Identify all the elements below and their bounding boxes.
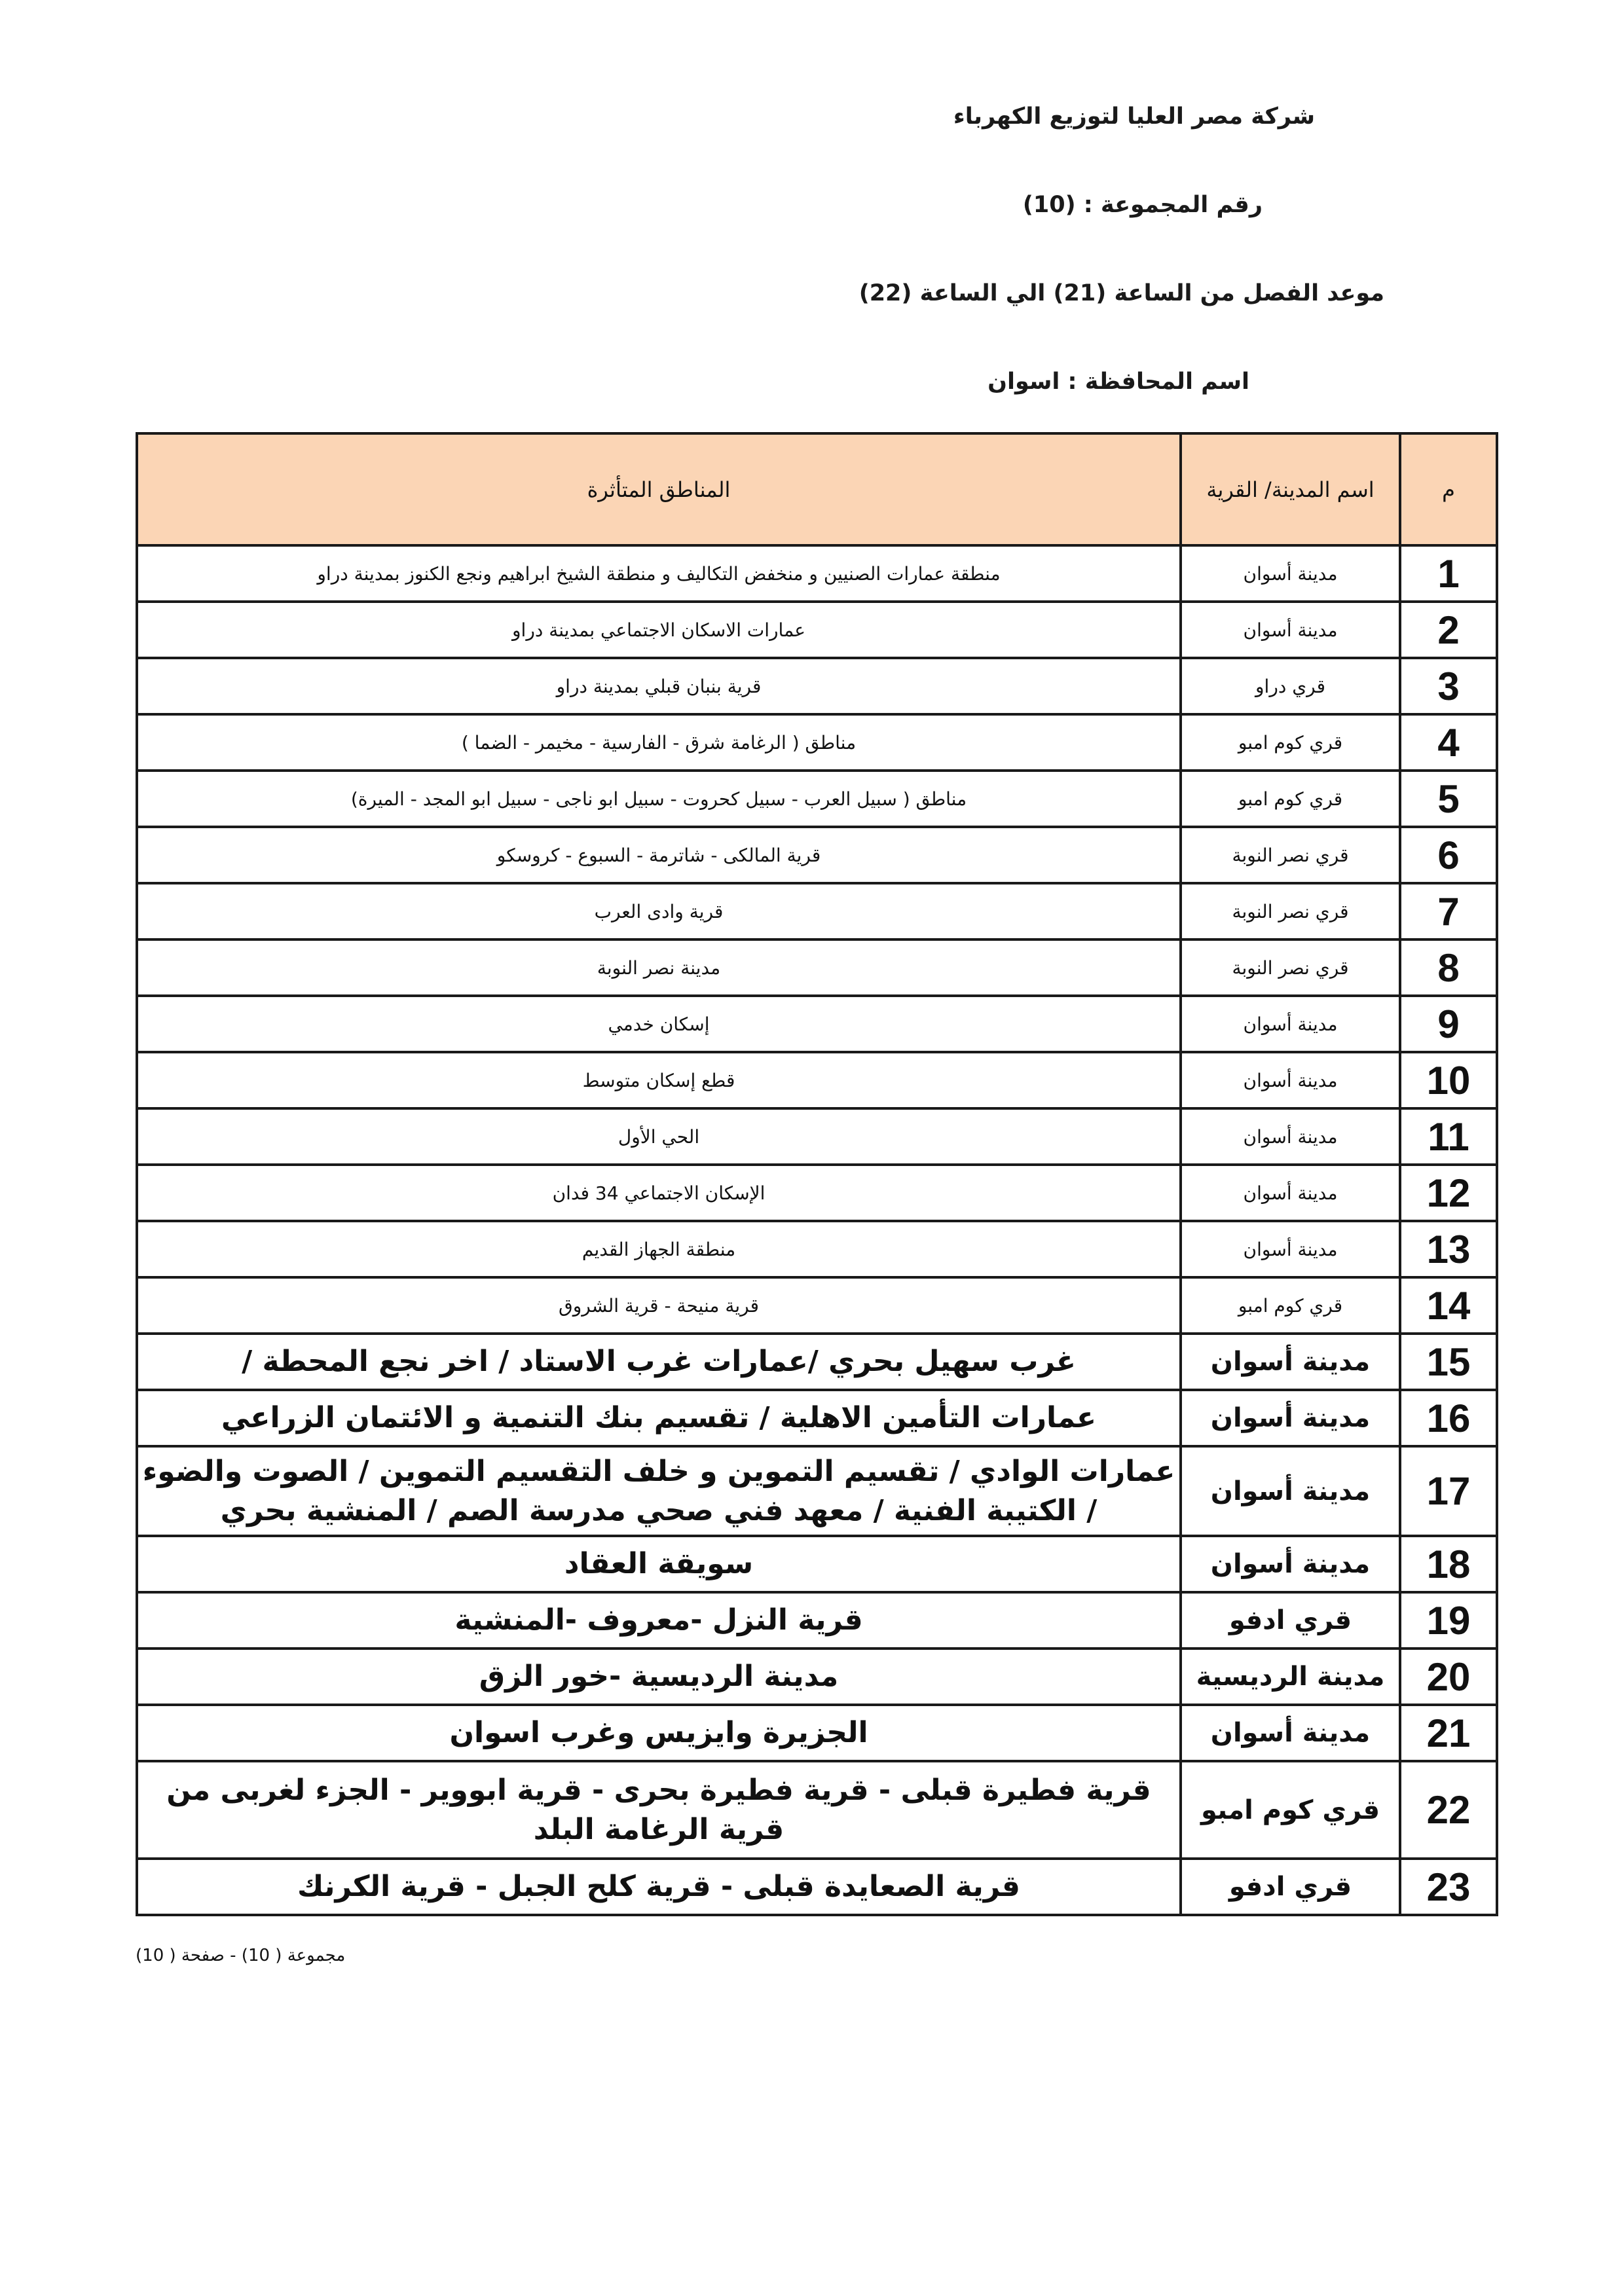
row-number: 22	[1400, 1761, 1497, 1859]
table-row	[137, 771, 1497, 827]
table-row	[137, 545, 1497, 602]
row-number: 10	[1400, 1052, 1497, 1108]
cutoff-time: موعد الفصل من الساعة (21) الي الساعة (22)	[858, 280, 1384, 306]
table-row	[137, 1705, 1497, 1761]
page-footer: مجموعة ( 10) - صفحة ( 10)	[136, 1946, 346, 1965]
row-areas: عمارات الاسكان الاجتماعي بمدينة دراو	[137, 602, 1181, 658]
company-name: شركة مصر العليا لتوزيع الكهرباء	[953, 103, 1315, 130]
row-areas: قرية بنبان قبلي بمدينة دراو	[137, 658, 1181, 714]
row-number: 21	[1400, 1705, 1497, 1761]
row-city: مدينة أسوان	[1181, 602, 1400, 658]
table-row	[137, 1277, 1497, 1334]
table-row	[137, 1052, 1497, 1108]
row-city: قري كوم امبو	[1181, 714, 1400, 771]
row-city: قري كوم امبو	[1181, 1761, 1400, 1859]
row-city: مدينة أسوان	[1181, 1536, 1400, 1592]
table-row	[137, 939, 1497, 996]
table-row	[137, 658, 1497, 714]
row-areas: قرية المالكى - شاترمة - السبوع - كروسكو	[137, 827, 1181, 883]
row-number: 17	[1400, 1446, 1497, 1536]
row-number: 9	[1400, 996, 1497, 1052]
row-number: 4	[1400, 714, 1497, 771]
row-areas: قرية الصعايدة قبلى - قرية كلح الجبل - قرية الكرنك	[137, 1859, 1181, 1915]
outage-schedule-table	[136, 432, 1498, 1916]
row-areas: قرية النزل -معروف -المنشية	[137, 1592, 1181, 1649]
column-header-city: اسم المدينة/ القرية	[1181, 433, 1400, 545]
row-areas: عمارات التأمين الاهلية / تقسيم بنك التنمية و الائتمان الزراعي	[137, 1390, 1181, 1446]
row-number: 6	[1400, 827, 1497, 883]
row-areas: مناطق ( الرغامة شرق - الفارسية - مخيمر - الضما )	[137, 714, 1181, 771]
table-row	[137, 883, 1497, 939]
row-number: 2	[1400, 602, 1497, 658]
row-city: مدينة الرديسية	[1181, 1649, 1400, 1705]
row-areas: عمارات الوادي / تقسيم التموين و خلف التقسيم التموين / الصوت والضوء / الكتيبة الفنية / معهد فني صحي مدرسة الصم / المنشية بحري	[137, 1446, 1181, 1536]
row-city: مدينة أسوان	[1181, 1108, 1400, 1165]
row-number: 13	[1400, 1221, 1497, 1277]
table-row	[137, 1221, 1497, 1277]
table-body	[137, 545, 1497, 1915]
table-row	[137, 1592, 1497, 1649]
column-header-areas: المناطق المتأثرة	[137, 433, 1181, 545]
row-city: مدينة أسوان	[1181, 1705, 1400, 1761]
row-number: 1	[1400, 545, 1497, 602]
row-city: قري كوم امبو	[1181, 1277, 1400, 1334]
table-row	[137, 1446, 1497, 1536]
table-row	[137, 1108, 1497, 1165]
row-areas: الإسكان الاجتماعي 34 فدان	[137, 1165, 1181, 1221]
row-city: قري ادفو	[1181, 1859, 1400, 1915]
group-number: رقم المجموعة : (10)	[1022, 192, 1263, 218]
row-areas: إسكان خدمي	[137, 996, 1181, 1052]
table-row	[137, 602, 1497, 658]
row-city: مدينة أسوان	[1181, 1165, 1400, 1221]
table-row	[137, 827, 1497, 883]
table-row	[137, 1761, 1497, 1859]
table-row	[137, 1165, 1497, 1221]
row-number: 3	[1400, 658, 1497, 714]
row-areas: منطقة عمارات الصنيين و منخفض التكاليف و منطقة الشيخ ابراهيم ونجع الكنوز بمدينة دراو	[137, 545, 1181, 602]
row-number: 12	[1400, 1165, 1497, 1221]
row-number: 18	[1400, 1536, 1497, 1592]
row-city: مدينة أسوان	[1181, 545, 1400, 602]
row-city: قري دراو	[1181, 658, 1400, 714]
row-city: مدينة أسوان	[1181, 1390, 1400, 1446]
row-number: 23	[1400, 1859, 1497, 1915]
row-city: مدينة أسوان	[1181, 1446, 1400, 1536]
row-areas: مدينة نصر النوبة	[137, 939, 1181, 996]
row-city: قري ادفو	[1181, 1592, 1400, 1649]
table-row	[137, 714, 1497, 771]
row-areas: غرب سهيل بحري /عمارات غرب الاستاد / اخر نجع المحطة /	[137, 1334, 1181, 1390]
table-header-row	[137, 433, 1497, 545]
row-areas: قرية فطيرة قبلى - قرية فطيرة بحرى - قرية ابووير - الجزء لغربى من قرية الرغامة البلد	[137, 1761, 1181, 1859]
row-number: 7	[1400, 883, 1497, 939]
row-areas: مدينة الرديسية -خور الزق	[137, 1649, 1181, 1705]
table-row	[137, 1390, 1497, 1446]
row-areas: سويقة العقاد	[137, 1536, 1181, 1592]
table-row	[137, 1536, 1497, 1592]
table-row	[137, 996, 1497, 1052]
row-number: 15	[1400, 1334, 1497, 1390]
row-city: مدينة أسوان	[1181, 1221, 1400, 1277]
table-row	[137, 1334, 1497, 1390]
row-number: 20	[1400, 1649, 1497, 1705]
row-number: 19	[1400, 1592, 1497, 1649]
row-city: قري نصر النوبة	[1181, 883, 1400, 939]
row-number: 11	[1400, 1108, 1497, 1165]
row-city: قري نصر النوبة	[1181, 939, 1400, 996]
row-city: مدينة أسوان	[1181, 996, 1400, 1052]
row-number: 16	[1400, 1390, 1497, 1446]
row-areas: الحي الأول	[137, 1108, 1181, 1165]
row-areas: مناطق ( سبيل العرب - سبيل كحروت - سبيل ابو ناجى - سبيل ابو المجد - الميرة)	[137, 771, 1181, 827]
row-number: 8	[1400, 939, 1497, 996]
row-areas: منطقة الجهاز القديم	[137, 1221, 1181, 1277]
row-areas: قطع إسكان متوسط	[137, 1052, 1181, 1108]
row-areas: الجزيرة وايزيس وغرب اسوان	[137, 1705, 1181, 1761]
table-row	[137, 1859, 1497, 1915]
row-number: 5	[1400, 771, 1497, 827]
row-city: قري نصر النوبة	[1181, 827, 1400, 883]
row-areas: قرية منيحة - قرية الشروق	[137, 1277, 1181, 1334]
row-city: قري كوم امبو	[1181, 771, 1400, 827]
row-areas: قرية وادى العرب	[137, 883, 1181, 939]
column-header-number: م	[1400, 433, 1497, 545]
table-row	[137, 1649, 1497, 1705]
row-number: 14	[1400, 1277, 1497, 1334]
row-city: مدينة أسوان	[1181, 1334, 1400, 1390]
row-city: مدينة أسوان	[1181, 1052, 1400, 1108]
governorate-name: اسم المحافظة : اسوان	[987, 369, 1249, 395]
